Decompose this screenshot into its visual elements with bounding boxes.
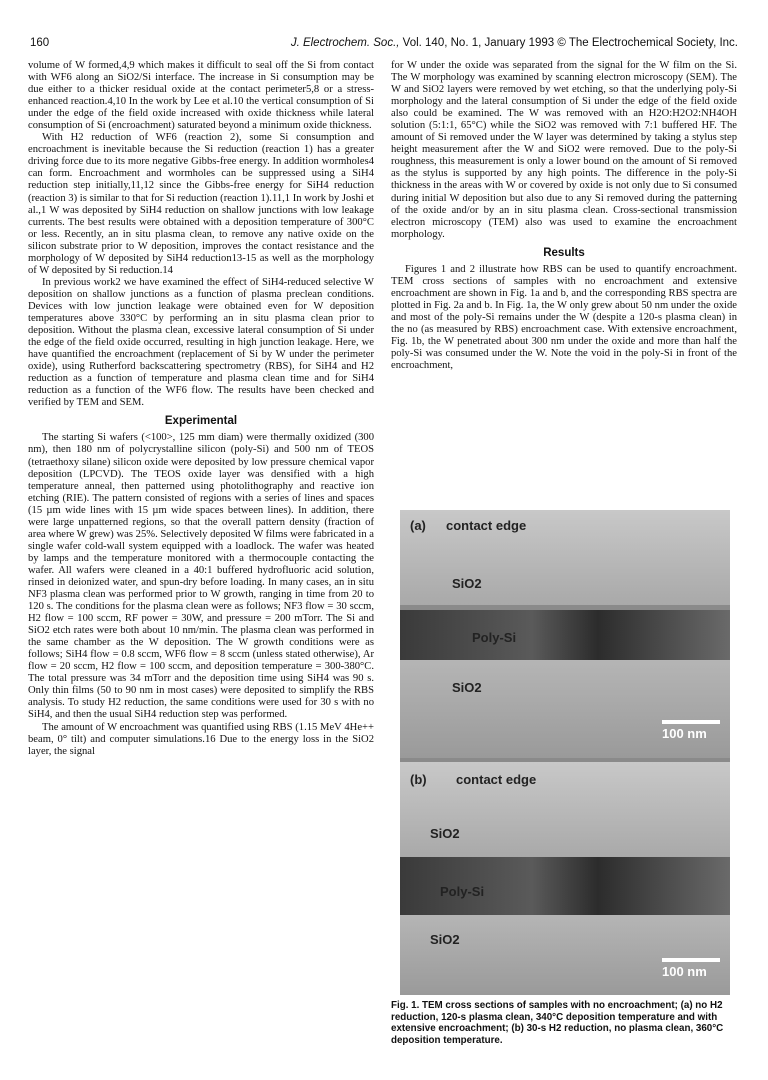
scale-label: 100 nm bbox=[662, 726, 707, 741]
panel-letter: (b) bbox=[410, 772, 427, 787]
scale-bar bbox=[662, 720, 720, 724]
paragraph: With H2 reduction of WF6 (reaction 2), some Si consumption and encroachment is inevitable because the Si reduction (reaction 1) has a greater driving force due to its more negative Gibbs-free energy. In addition wormholes4 can form. Encroachment and wormholes can be suppressed using a SiH4 reduction step initially,11,12 since the Gibbs-free energy for SiH4 reduction (reaction 3) is similar to that for Si reduction (reaction 1).11,1 In work by Joshi et al.,1 W was deposited by SiH4 reduction on shallow junctions with low leakage currents. The best results were obtained with a deposition temperature of 300°C or less. Recently, an in situ plasma clean, to remove any native oxide on the silicon substrate prior to W deposition, improves the contact resistance and the morphology of W deposited by SiH4 reduction13-15 as well as the morphology of W deposited by Si reduction.14 bbox=[28, 132, 374, 276]
right-column bbox=[391, 60, 737, 372]
top-oxide-label: SiO2 bbox=[452, 576, 482, 591]
panel-letter: (a) bbox=[410, 518, 426, 533]
page-number: 160 bbox=[30, 37, 50, 49]
paragraph: The starting Si wafers (<100>, 125 mm diam) were thermally oxidized (300 nm), then 180 nm of polycrystalline silicon (poly-Si) and 500 nm of TEOS (tetraethoxy silane) silicon oxide were deposited by low pressure chemical vapor deposition (LPCVD). The TEOS oxide layer was densified with a high temperature anneal, then patterned using photolithography and reactive ion etching (RIE). The pattern consisted of regions with a series of lines and spaces (15 µm wide lines with 15 µm wide spaces between lines). In addition, there were large unpatterned regions, so that the overall pattern density (fraction of area where W grew) was 25%. Selectively deposited W films were fabricated in a single wafer cold-wall system equipped with a loadlock. The wafer was heated by lamps and the temperature monitored with a thermocouple contacting the wafer. All wafers were cleaned in a 40:1 buffered hydrofluoric acid solution, rinsed in deionized water, and spun-dry before loading. In many cases, an in situ NF3 plasma clean was performed prior to W growth, ranging in time from 20 to 120 s. The conditions for the plasma clean were as follows; NF3 flow = 30 sccm, H2 flow = 100 sccm, RF power = 30W, and pressure = 200 mTorr. The Si and SiO2 etch rates were both about 10 nm/min. The plasma clean was performed in the same chamber as the W deposition. The W growth conditions were as follows; SiH4 flow = 0.8 sccm, WF6 flow = 8 sccm (unless stated otherwise), Ar flow = 20 sccm, H2 flow = 100 sccm, and deposition temperature = 300-380°C. The total pressure was 34 mTorr and the deposition time using SiH4 was 90 s. Only thin films (50 to 90 nm in most cases) were deposited to simplify the RBS analysis. To study H2 reduction, the same conditions were used for 30 s with no SiH4, and then the usual SiH4 reduction step was performed. bbox=[28, 432, 374, 721]
paragraph: volume of W formed,4,9 which makes it difficult to seal off the Si from contact with WF6 along an SiO2/Si interface. The increase in Si consumption may be due either to a thicker residual oxide at the contact perimeter5,8 or a stress-enhanced reaction.4,10 In the work by Lee et al.10 the vertical consumption of Si under the edge of the field oxide increased with oxide thickness while lateral consumption of Si (encroachment) saturated beyond a minimum oxide thickness. bbox=[28, 60, 374, 132]
top-oxide-label: SiO2 bbox=[430, 826, 460, 841]
running-header bbox=[30, 37, 738, 53]
left-column bbox=[28, 60, 374, 758]
scale-bar bbox=[662, 958, 720, 962]
bottom-oxide-label: SiO2 bbox=[430, 932, 460, 947]
figure-1-caption: Fig. 1. TEM cross sections of samples with no encroachment; (a) no H2 reduction, 120-s plasma clean, 340°C deposition temperature and with extensive encroachment; (b) 30-s H2 reduction, no plasma clean, 360°C deposition temperature. bbox=[391, 1000, 724, 1046]
contact-edge-label: contact edge bbox=[446, 518, 527, 533]
poly-si-label: Poly-Si bbox=[440, 884, 485, 899]
contact-edge-label: contact edge bbox=[456, 772, 537, 787]
poly-si-label: Poly-Si bbox=[472, 630, 517, 645]
paragraph: Figures 1 and 2 illustrate how RBS can be used to quantify encroachment. TEM cross sections of samples with no encroachment and extensive encroachment are shown in Fig. 1a and b, and the corresponding RBS spectra are plotted in Fig. 2a and b. In Fig. 1a, the W only grew about 50 nm under the oxide and most of the poly-Si remains under the W (despite a 120-s plasma clean) in the no (as measured by RBS) encroachment case. With extensive encroachment, Fig. 1b, the W penetrated about 300 nm under the oxide and more than half the poly-Si was consumed under the W. Note the void in the poly-Si in front of the encroachment, bbox=[391, 263, 737, 372]
journal-name: J. Electrochem. Soc., bbox=[290, 37, 400, 49]
paragraph: for W under the oxide was separated from the signal for the W film on the Si. The W morphology was examined by scanning electron microscopy (SEM). The W and SiO2 layers were removed by wet etching, so that the underlying poly-Si morphology and the lateral consumption of Si under the edge of the field oxide also could be examined. The W was removed with an H2O:H2O2:NH4OH solution (5:1:1, 65°C) while the SiO2 was removed with 7:1 buffered HF. The amount of Si removed under the W layer was determined by taking a stylus step height measurement after the W and SiO2 were removed. Due to the poly-Si roughness, this measurement is only a lower bound on the amount of Si removed as the stylus is supported by any high points. The difference in the poly-Si thickness in the areas with W or covered by oxide is not only due to Si consumed during initial W deposition but also due to any Si removed during the patterning of the oxide and/or by an in situ plasma clean. Cross-sectional transmission electron microscopy (TEM) also was used to examine the encroachment morphology. bbox=[391, 60, 737, 240]
section-heading-experimental: Experimental bbox=[164, 415, 238, 428]
bottom-oxide-label: SiO2 bbox=[452, 680, 482, 695]
section-heading-results: Results bbox=[543, 246, 585, 259]
paragraph: The amount of W encroachment was quantified using RBS (1.15 MeV 4He++ beam, 0° tilt) and computer simulations.16 Due to the energy loss in the SiO2 layer, the signal bbox=[28, 721, 374, 757]
scale-label: 100 nm bbox=[662, 964, 707, 979]
tem-panel-a bbox=[400, 510, 730, 758]
paragraph: In previous work2 we have examined the effect of SiH4-reduced selective W deposition on shallow junctions as a function of plasma preclean conditions. Devices with low junction leakage were obtained even for W deposition temperatures above 330°C by performing an in situ plasma clean prior to deposition. Without the plasma clean, excessive lateral consumption of Si under the edge of the field oxide occurred, resulting in high junction leakage. Here, we have quantified the encroachment (replacement of Si by W under the perimeter oxide), using Rutherford backscattering spectrometry (RBS), for SiH4 and H2 reduction as a function of temperature and plasma clean time and for SiH4 reduction as a function of the WF6 flow. The results have been checked and verified by TEM and SEM. bbox=[28, 276, 374, 409]
journal-citation bbox=[291, 37, 738, 49]
journal-issue: Vol. 140, No. 1, January 1993 © The Electrochemical Society, Inc. bbox=[399, 37, 738, 49]
tem-panel-b bbox=[400, 762, 730, 995]
figure-1-tem-micrographs bbox=[400, 510, 730, 995]
